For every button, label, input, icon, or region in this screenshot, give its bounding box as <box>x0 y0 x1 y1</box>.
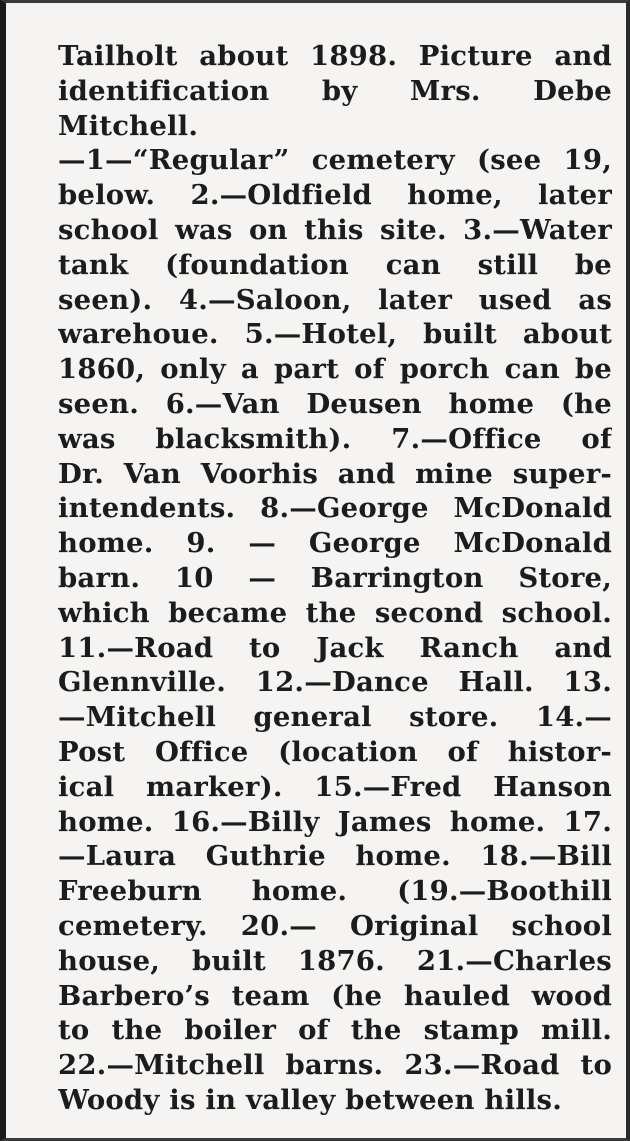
caption-line: cemetery. 20.— Original school <box>58 909 612 942</box>
caption-line: home. 9. — George McDonald <box>58 527 612 560</box>
caption-line: school was on this site. 3.—Water <box>58 213 612 246</box>
caption-line: —Laura Guthrie home. 18.—Bill <box>58 840 612 873</box>
caption-line: to the boiler of the stamp mill. <box>58 1014 612 1047</box>
caption-line: seen). 4.—Saloon, later used as <box>58 283 612 316</box>
caption-line: Freeburn home. (19.—Boothill <box>58 875 612 908</box>
caption-line: Dr. Van Voorhis and mine super- <box>58 457 612 490</box>
caption-line: seen. 6.—Van Deusen home (he <box>58 387 612 420</box>
caption-line: Barbero’s team (he hauled wood <box>58 979 612 1012</box>
caption-line: Tailholt about 1898. Picture and <box>58 40 612 72</box>
caption-line: ical marker). 15.—Fred Hanson <box>58 770 612 803</box>
caption-line: intendents. 8.—George McDonald <box>58 492 612 525</box>
caption-line: Woody is in valley between hills. <box>58 1083 563 1116</box>
caption-line: —1—“Regular” cemetery (see 19, <box>58 144 612 177</box>
caption-line: warehoue. 5.—Hotel, built about <box>58 318 612 351</box>
caption-line: Post Office (location of histor- <box>58 735 612 768</box>
caption-line: Glennville. 12.—Dance Hall. 13. <box>58 666 612 699</box>
photo-caption-text <box>58 39 612 1118</box>
caption-line: barn. 10 — Barrington Store, <box>58 561 612 594</box>
caption-line: —Mitchell general store. 14.— <box>58 701 612 734</box>
caption-line: 22.—Mitchell barns. 23.—Road to <box>58 1049 612 1082</box>
caption-line: Mitchell. <box>58 109 199 142</box>
caption-line: below. 2.—Oldfield home, later <box>58 179 612 212</box>
caption-line: which became the second school. <box>58 596 612 629</box>
caption-line: 11.—Road to Jack Ranch and <box>58 631 612 664</box>
caption-line: tank (foundation can still be <box>58 248 612 281</box>
caption-line: identification by Mrs. Debe <box>58 74 612 107</box>
caption-line: was blacksmith). 7.—Office of <box>58 422 612 455</box>
caption-line: 1860, only a part of porch can be <box>58 353 612 386</box>
caption-line: home. 16.—Billy James home. 17. <box>58 805 612 838</box>
caption-line: house, built 1876. 21.—Charles <box>58 944 612 977</box>
